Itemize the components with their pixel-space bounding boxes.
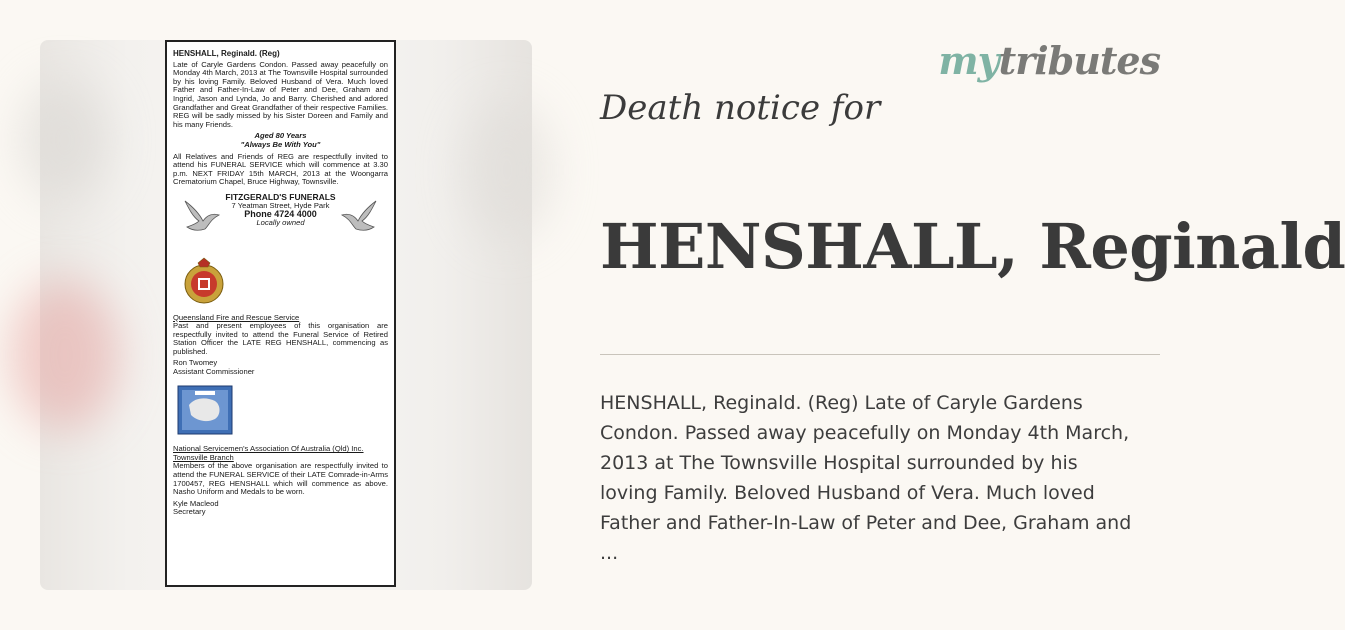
logo-part-my: my [938, 38, 999, 83]
funeral-home-address: 7 Yeatman Street, Hyde Park [231, 200, 330, 210]
dove-icon [340, 193, 380, 239]
funeral-home-owned: Locally owned [256, 217, 305, 227]
fire-service-crest-icon [183, 257, 225, 305]
funeral-home-name: FITZGERALD'S FUNERALS [225, 191, 336, 202]
background-blur [10, 280, 120, 430]
org-title-fire-service: Queensland Fire and Rescue Service [173, 312, 300, 322]
divider [600, 354, 1160, 355]
clipping-paragraph: Members of the above organisation are respectfully invited to attend the FUNERAL SERVICE of their LATE Comrade-in-Arms 1700457, REG HENSHALL which will commence as above. Nasho Uniform and Medals to be worn. [173, 461, 388, 497]
background-blur [462, 100, 552, 240]
notice-excerpt: HENSHALL, Reginald. (Reg) Late of Caryle Gardens Condon. Passed away peacefully on Monday 4th March, 2013 at The Townsville Hospital surrounded by his loving Family. Beloved Husband of Vera. Much loved Father and Father-In-Law of Peter and Dee, Graham and ... [600, 392, 1132, 564]
org-title-servicemen: National Servicemen's Association Of Australia (Qld) Inc. Townsville Branch [173, 444, 364, 462]
background-blur [20, 80, 110, 200]
clipping-paragraph: All Relatives and Friends of REG are respectfully invited to attend his FUNERAL SERVICE which will commence at 3.30 p.m. NEXT FRIDAY 15th MARCH, 2013 at the Woongarra Crematorium Chapel, Bruce Highway, Townsville. [173, 151, 388, 187]
logo-part-tributes: tributes [998, 38, 1160, 83]
dove-icon [181, 193, 221, 239]
newspaper-clipping [165, 40, 396, 587]
clipping-age: Aged 80 Years [254, 131, 307, 141]
clipping-paragraph: Late of Caryle Gardens Condon. Passed away peacefully on Monday 4th March, 2013 at The Townsville Hospital surrounded by his loving Family. Beloved Husband of Vera. Much loved Father and Father-In-Law of Peter and Dee, Graham and Ingrid, Jason and Lynda, Jo and Barry. Cherished and adored Grandfather and Great Grandfather of their respective Families. REG will be sadly missed by his Sister Doreen and Family and his many Friends. [173, 59, 388, 129]
notice-image-panel [40, 40, 532, 590]
mytributes-logo[interactable] [938, 38, 1160, 83]
clipping-paragraph: Past and present employees of this organisation are respectfully invited to attend the Funeral Service of Retired Station Officer the LATE REG HENSHALL, commencing as published. [173, 321, 388, 356]
funeral-home-phone: Phone 4724 4000 [244, 209, 317, 220]
notice-heading: Death notice for [600, 88, 881, 128]
funeral-home-block [173, 193, 388, 249]
deceased-name: HENSHALL, Reginald [600, 210, 1345, 283]
clipping-title: HENSHALL, Reginald. (Reg) [173, 49, 280, 58]
signatory-name: Ron Twomey [173, 358, 218, 368]
signatory-title: Assistant Commissioner [173, 367, 255, 377]
clipping-motto: "Always Be With You" [240, 139, 321, 149]
servicemen-badge-icon [177, 385, 233, 435]
signatory-title: Secretary [173, 507, 206, 517]
signatory-name: Kyle Macleod [173, 498, 219, 508]
